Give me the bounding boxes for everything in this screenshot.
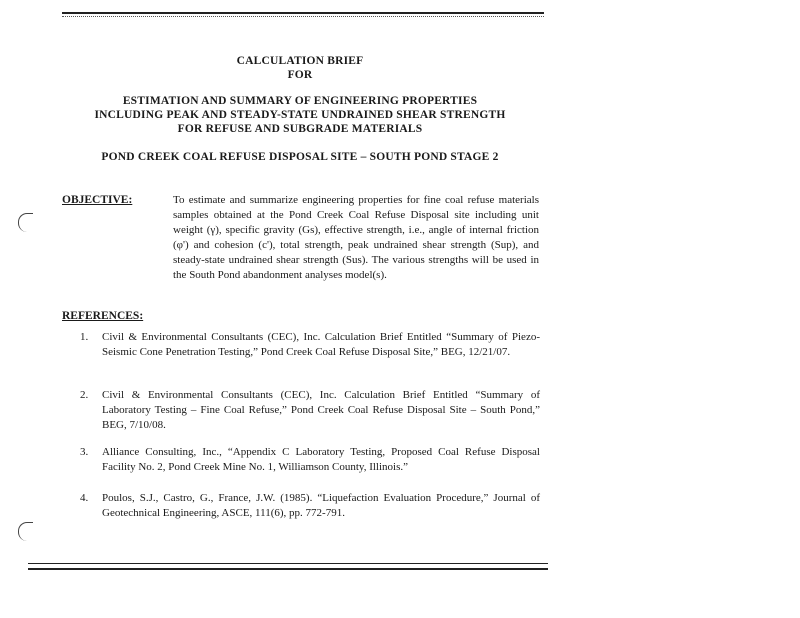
binding-hole-mark	[18, 522, 33, 541]
header-rule-dotted	[62, 16, 544, 17]
reference-item	[80, 388, 540, 433]
subtitle-line-3: FOR REFUSE AND SUBGRADE MATERIALS	[177, 123, 423, 135]
footer-rule-thick	[28, 568, 548, 570]
binding-hole-mark	[18, 213, 33, 232]
objective-heading: OBJECTIVE:	[62, 194, 133, 206]
reference-item	[80, 491, 540, 521]
reference-text: Civil & Environmental Consultants (CEC), Inc. Calculation Brief Entitled “Summary of Laboratory Testing – Fine Coal Refuse,” Pond Creek Coal Refuse Disposal Site – South Pond,” BEG, 7/10/08.	[102, 389, 540, 431]
reference-text: Alliance Consulting, Inc., “Appendix C Laboratory Testing, Proposed Coal Refuse Disposal Facility No. 2, Pond Creek Mine No. 1, Williamson County, Illinois.”	[102, 446, 540, 473]
reference-number: 3.	[80, 446, 89, 458]
reference-item	[80, 445, 540, 475]
reference-item	[80, 330, 540, 360]
references-heading: REFERENCES:	[62, 310, 144, 322]
subtitle-line-2: INCLUDING PEAK AND STEADY-STATE UNDRAINED SHEAR STRENGTH	[94, 109, 506, 121]
site-line: POND CREEK COAL REFUSE DISPOSAL SITE – SOUTH POND STAGE 2	[101, 151, 499, 163]
title-line-1: CALCULATION BRIEF	[236, 55, 364, 67]
objective-text: To estimate and summarize engineering properties for fine coal refuse materials samples obtained at the Pond Creek Coal Refuse Disposal site including unit weight (γ), specific gravity (Gs), effective strength, i.e., angle of internal friction (φ') and cohesion (c'), total strength, peak undrained shear strength (Sup), and steady-state undrained shear strength (Sus). The various strengths will be used in the South Pond abandonment analyses model(s).	[173, 194, 539, 281]
reference-number: 4.	[80, 492, 89, 504]
subtitle-line-1: ESTIMATION AND SUMMARY OF ENGINEERING PROPERTIES	[122, 95, 478, 107]
title-line-2: FOR	[287, 69, 313, 81]
reference-number: 1.	[80, 331, 89, 343]
footer-rule	[28, 563, 548, 564]
reference-number: 2.	[80, 389, 89, 401]
reference-text: Poulos, S.J., Castro, G., France, J.W. (1985). “Liquefaction Evaluation Procedure,” Journal of Geotechnical Engineering, ASCE, 111(6), pp. 772-791.	[102, 492, 540, 519]
reference-text: Civil & Environmental Consultants (CEC), Inc. Calculation Brief Entitled “Summary of Piezo-Seismic Cone Penetration Testing,” Pond Creek Coal Refuse Disposal Site,” BEG, 12/21/07.	[102, 331, 540, 358]
header-rule	[62, 12, 544, 14]
